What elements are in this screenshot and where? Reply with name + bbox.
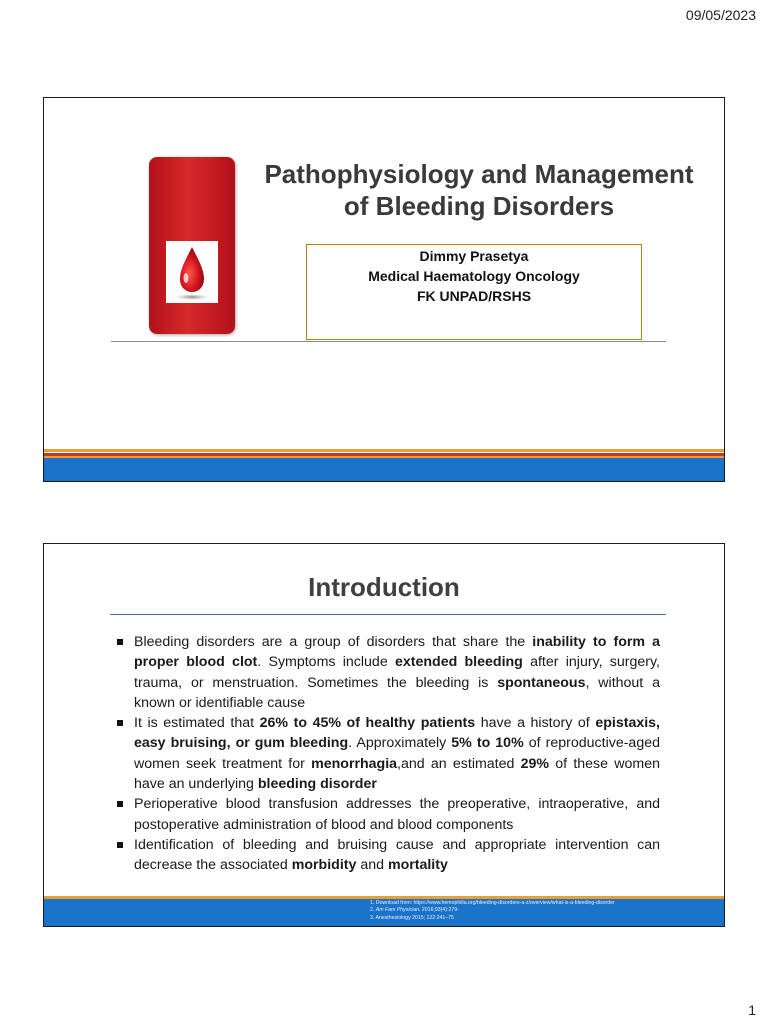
footer-stripe-blue [44,458,724,481]
author-box [306,244,642,340]
bullet-item: Perioperative blood transfusion addresses the preoperative, intraoperative, and postoperative administration of blood and blood components [117,794,660,835]
author-name: Dimmy Prasetya [419,248,529,264]
bullet-square-icon [117,639,123,645]
reference-2: 2. Am Fam Physician. 2016;93(4):279- [370,907,459,914]
title-slide [43,97,725,482]
page-number: 1 [748,1002,756,1018]
bullet-item: Identification of bleeding and bruising cause and appropriate intervention can decrease the associated morbidity and mortality [117,835,660,876]
introduction-slide [43,543,725,927]
bullet-square-icon [117,842,123,848]
reference-3: 3. Anesthesiology 2015; 122:241–75 [370,914,454,921]
title-line-1: Pathophysiology and Management [264,159,694,189]
bullet-list [117,632,660,876]
drop-panel [166,241,218,303]
reference-1: 1. Download from: https://www.hemophilia.org/bleeding-disorders-a-z/overview/what-is-a-bleeding-disorder [370,900,615,906]
divider-line [111,341,666,342]
bullet-square-icon [117,801,123,807]
slide-footer-bar [44,896,724,926]
references [370,900,720,922]
footer-stripe-orange [44,449,724,452]
author-institution: FK UNPAD/RSHS [416,288,532,304]
bullet-item: It is estimated that 26% to 45% of healthy patients have a history of epistaxis, easy bruising, or gum bleeding. Approximately 5% to 10% of reproductive-aged women seek treatment for menorrhagia,and an estimated 29% of these women have an underlying bleeding disorder [117,713,660,794]
blood-drop-icon [172,243,212,303]
bullet-item: Bleeding disorders are a group of disorders that share the inability to form a proper blood clot. Symptoms include extended bleeding after injury, surgery, trauma, or menstruation. Sometimes the bleeding is spontaneous, without a known or identifiable cause [117,632,660,713]
title-underline [110,614,666,615]
title-line-2: of Bleeding Disorders [343,191,615,221]
slide-title: Introduction [308,572,460,602]
blood-drop-card [149,157,235,334]
slide-footer-bar [44,449,724,481]
slide-title [244,158,714,222]
bullet-square-icon [117,720,123,726]
author-department: Medical Haematology Oncology [368,268,580,284]
page-date: 09/05/2023 [685,7,756,23]
